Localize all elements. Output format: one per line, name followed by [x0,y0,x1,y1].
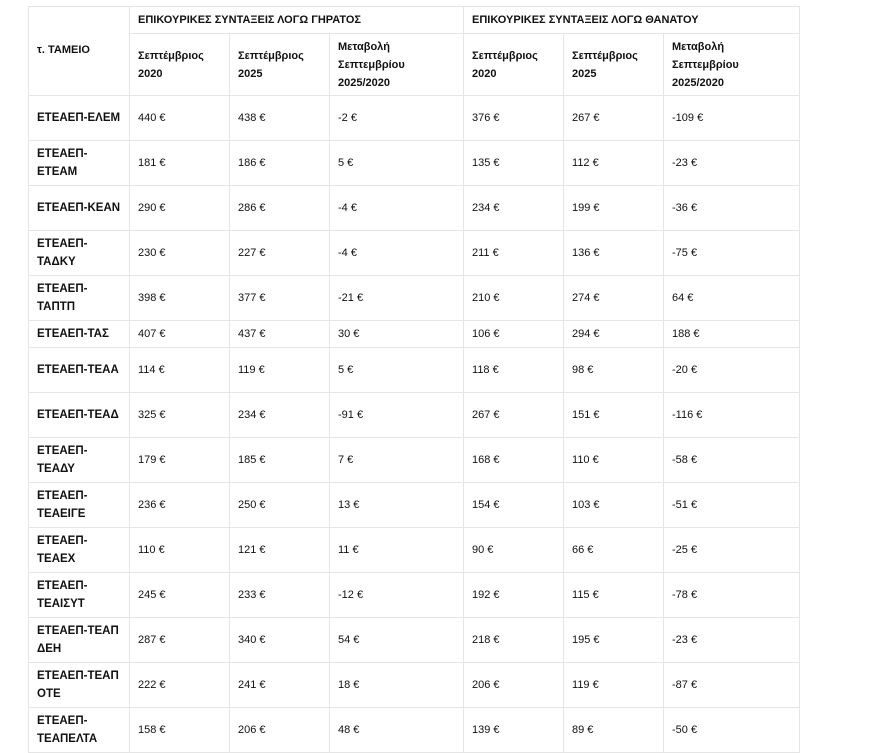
table-row [29,393,800,438]
table-row [29,96,800,141]
old-age-sep2020-cell: 158 € [130,708,230,753]
old-age-change-cell: 5 € [330,141,464,186]
death-change-cell: -87 € [664,663,800,708]
death-sep2025-cell: 110 € [564,438,664,483]
old-age-sep2025-cell: 185 € [230,438,330,483]
old-age-change-cell: 30 € [330,321,464,348]
old-age-change-cell: -21 € [330,276,464,321]
death-sep2025-cell: 199 € [564,186,664,231]
old-age-sep2020-cell: 440 € [130,96,230,141]
death-sep2025-cell: 136 € [564,231,664,276]
death-change-cell: 188 € [664,321,800,348]
old-age-change-cell: 7 € [330,438,464,483]
death-sep2020-cell: 234 € [464,186,564,231]
death-sep2020-cell: 135 € [464,141,564,186]
death-sep2020-header: Σεπτέμβριος 2020 [464,34,564,96]
fund-name: ΕΤΕΑΕΠ-ΤΑΔΚΥ [29,231,130,276]
old-age-sep2025-cell: 121 € [230,528,330,573]
fund-name: ΕΤΕΑΕΠ-ΤΕΑΙΣΥΤ [29,573,130,618]
death-sep2020-cell: 90 € [464,528,564,573]
fund-column-header: τ. ΤΑΜΕΙΟ [29,7,130,96]
table-row [29,663,800,708]
old-age-change-cell: 11 € [330,528,464,573]
death-sep2020-cell: 192 € [464,573,564,618]
death-change-header: Μεταβολή Σεπτεμβρίου 2025/2020 [664,34,800,96]
old-age-change-cell: -91 € [330,393,464,438]
old-age-sep2020-cell: 236 € [130,483,230,528]
death-sep2020-cell: 267 € [464,393,564,438]
old-age-group-header: ΕΠΙΚΟΥΡΙΚΕΣ ΣΥΝΤΑΞΕΙΣ ΛΟΓΩ ΓΗΡΑΤΟΣ [130,7,464,34]
old-age-sep2020-cell: 181 € [130,141,230,186]
table-row [29,321,800,348]
table-header [29,7,800,96]
fund-name: ΕΤΕΑΕΠ-ΕΤΕΑΜ [29,141,130,186]
pension-comparison-table [28,6,800,753]
death-sep2025-cell: 112 € [564,141,664,186]
death-sep2020-cell: 218 € [464,618,564,663]
old-age-change-header: Μεταβολή Σεπτεμβρίου 2025/2020 [330,34,464,96]
old-age-change-cell: -12 € [330,573,464,618]
table-row [29,618,800,663]
old-age-sep2025-cell: 186 € [230,141,330,186]
old-age-sep2020-cell: 114 € [130,348,230,393]
old-age-sep2020-cell: 287 € [130,618,230,663]
fund-name: ΕΤΕΑΕΠ-ΤΕΑΔ [29,393,130,438]
old-age-change-cell: -2 € [330,96,464,141]
old-age-sep2020-cell: 290 € [130,186,230,231]
old-age-change-cell: 13 € [330,483,464,528]
old-age-change-cell: 48 € [330,708,464,753]
old-age-sep2025-cell: 233 € [230,573,330,618]
fund-name: ΕΤΕΑΕΠ-ΤΕΑΕΧ [29,528,130,573]
death-change-cell: -23 € [664,141,800,186]
death-sep2025-cell: 195 € [564,618,664,663]
old-age-sep2025-cell: 250 € [230,483,330,528]
death-change-cell: -20 € [664,348,800,393]
table-row [29,186,800,231]
pension-table-container [28,6,799,753]
table-row [29,483,800,528]
death-sep2020-cell: 118 € [464,348,564,393]
table-row [29,276,800,321]
death-sep2020-cell: 210 € [464,276,564,321]
fund-name: ΕΤΕΑΕΠ-ΤΕΑΑ [29,348,130,393]
death-sep2020-cell: 206 € [464,663,564,708]
old-age-sep2020-cell: 110 € [130,528,230,573]
old-age-sep2025-cell: 438 € [230,96,330,141]
table-body [29,96,800,753]
death-change-cell: -78 € [664,573,800,618]
death-sep2025-header: Σεπτέμβριος 2025 [564,34,664,96]
death-sep2020-cell: 154 € [464,483,564,528]
old-age-sep2025-header: Σεπτέμβριος 2025 [230,34,330,96]
death-change-cell: -36 € [664,186,800,231]
table-row [29,231,800,276]
table-row [29,348,800,393]
death-sep2020-cell: 139 € [464,708,564,753]
fund-name: ΕΤΕΑΕΠ-ΤΑΣ [29,321,130,348]
death-sep2025-cell: 294 € [564,321,664,348]
old-age-sep2020-cell: 398 € [130,276,230,321]
old-age-sep2025-cell: 340 € [230,618,330,663]
death-sep2020-cell: 376 € [464,96,564,141]
old-age-sep2020-header: Σεπτέμβριος 2020 [130,34,230,96]
death-change-cell: -50 € [664,708,800,753]
death-sep2025-cell: 66 € [564,528,664,573]
death-sep2025-cell: 274 € [564,276,664,321]
fund-name: ΕΤΕΑΕΠ-ΤΕΑΕΙΓΕ [29,483,130,528]
death-sep2020-cell: 211 € [464,231,564,276]
death-sep2025-cell: 151 € [564,393,664,438]
old-age-sep2025-cell: 119 € [230,348,330,393]
old-age-sep2025-cell: 234 € [230,393,330,438]
death-change-cell: -75 € [664,231,800,276]
death-sep2025-cell: 119 € [564,663,664,708]
death-sep2025-cell: 103 € [564,483,664,528]
old-age-sep2020-cell: 230 € [130,231,230,276]
fund-name: ΕΤΕΑΕΠ-ΤΑΠΤΠ [29,276,130,321]
table-row [29,528,800,573]
fund-name: ΕΤΕΑΕΠ-ΕΛΕΜ [29,96,130,141]
death-change-cell: -109 € [664,96,800,141]
death-sep2025-cell: 115 € [564,573,664,618]
old-age-sep2020-cell: 245 € [130,573,230,618]
old-age-sep2020-cell: 179 € [130,438,230,483]
death-group-header: ΕΠΙΚΟΥΡΙΚΕΣ ΣΥΝΤΑΞΕΙΣ ΛΟΓΩ ΘΑΝΑΤΟΥ [464,7,800,34]
death-sep2025-cell: 98 € [564,348,664,393]
old-age-sep2025-cell: 241 € [230,663,330,708]
death-change-cell: -116 € [664,393,800,438]
old-age-sep2025-cell: 437 € [230,321,330,348]
death-change-cell: -58 € [664,438,800,483]
old-age-change-cell: 18 € [330,663,464,708]
table-row [29,573,800,618]
old-age-sep2025-cell: 206 € [230,708,330,753]
death-change-cell: -51 € [664,483,800,528]
death-change-cell: -23 € [664,618,800,663]
fund-name: ΕΤΕΑΕΠ-ΚΕΑΝ [29,186,130,231]
fund-name: ΕΤΕΑΕΠ-ΤΕΑΠΕΛΤΑ [29,708,130,753]
old-age-sep2020-cell: 325 € [130,393,230,438]
old-age-sep2020-cell: 407 € [130,321,230,348]
old-age-sep2020-cell: 222 € [130,663,230,708]
old-age-change-cell: 54 € [330,618,464,663]
old-age-sep2025-cell: 286 € [230,186,330,231]
death-sep2025-cell: 267 € [564,96,664,141]
death-sep2020-cell: 106 € [464,321,564,348]
death-change-cell: 64 € [664,276,800,321]
death-sep2020-cell: 168 € [464,438,564,483]
fund-name: ΕΤΕΑΕΠ-ΤΕΑΔΥ [29,438,130,483]
death-sep2025-cell: 89 € [564,708,664,753]
old-age-change-cell: 5 € [330,348,464,393]
old-age-change-cell: -4 € [330,186,464,231]
old-age-sep2025-cell: 227 € [230,231,330,276]
table-row [29,141,800,186]
old-age-sep2025-cell: 377 € [230,276,330,321]
fund-name: ΕΤΕΑΕΠ-ΤΕΑΠ ΟΤΕ [29,663,130,708]
death-change-cell: -25 € [664,528,800,573]
table-row [29,708,800,753]
table-row [29,438,800,483]
old-age-change-cell: -4 € [330,231,464,276]
fund-name: ΕΤΕΑΕΠ-ΤΕΑΠ ΔΕΗ [29,618,130,663]
